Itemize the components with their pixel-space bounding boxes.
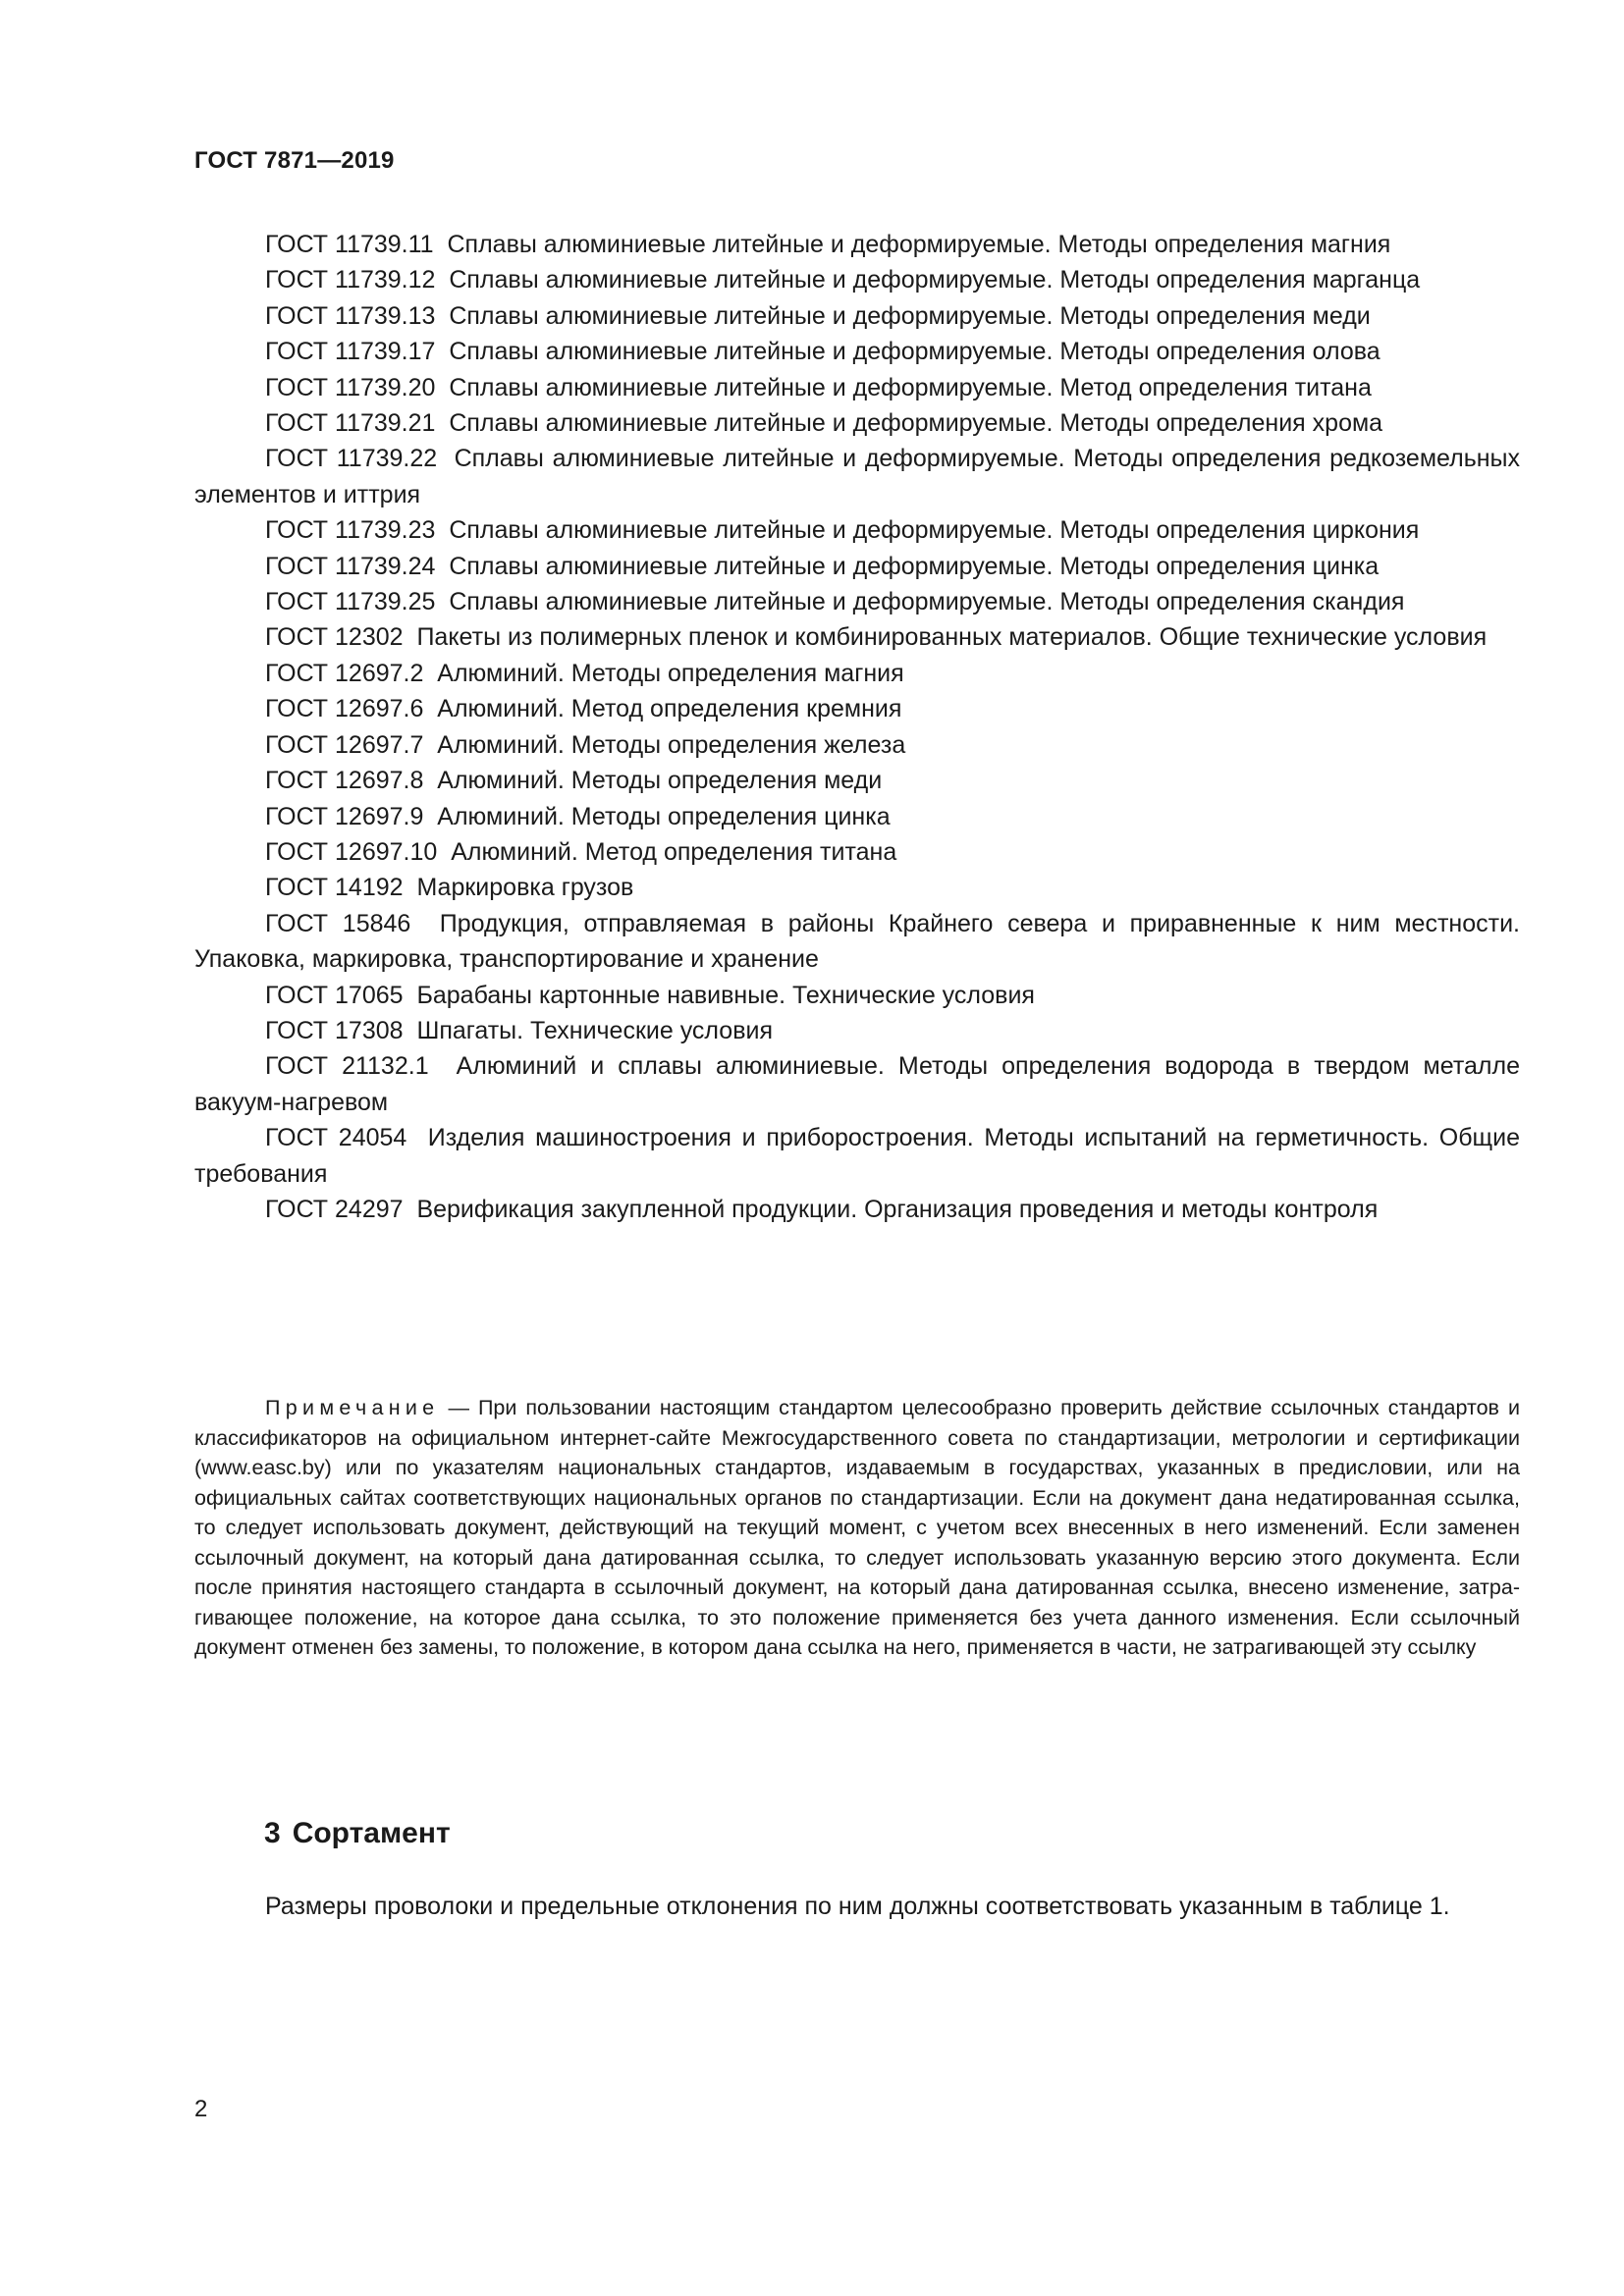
reference-title: Сплавы алюминиевые литейные и деформируемые. Методы определения марганца <box>449 266 1421 294</box>
reference-code: ГОСТ 11739.13 <box>265 301 436 330</box>
reference-item <box>194 441 1520 512</box>
reference-code: ГОСТ 17065 <box>265 981 404 1009</box>
reference-code: ГОСТ 11739.21 <box>265 409 436 438</box>
reference-code: ГОСТ 21132.1 <box>265 1052 429 1081</box>
reference-item <box>194 691 1520 726</box>
reference-item <box>194 727 1520 763</box>
page-number: 2 <box>194 2096 208 2122</box>
reference-code: ГОСТ 11739.17 <box>265 338 436 366</box>
reference-item <box>194 334 1520 369</box>
reference-title: Сплавы алюминиевые литейные и деформируемые. Методы определения редкоземельных элементов и иттрия <box>194 445 1520 508</box>
reference-item <box>194 1120 1520 1192</box>
references-note <box>194 1393 1520 1663</box>
reference-code: ГОСТ 11739.20 <box>265 373 436 401</box>
reference-code: ГОСТ 11739.24 <box>265 552 436 580</box>
reference-item <box>194 298 1520 334</box>
reference-title: Изделия машиностроения и приборостроения. Методы испытаний на герметичность. Общие требования <box>194 1124 1520 1188</box>
reference-item <box>194 1048 1520 1120</box>
reference-title: Сплавы алюминиевые литейные и деформируемые. Метод определения титана <box>449 373 1372 401</box>
reference-code: ГОСТ 12302 <box>265 623 404 652</box>
reference-item <box>194 262 1520 297</box>
section-number: 3 <box>264 1817 281 1849</box>
reference-code: ГОСТ 12697.7 <box>265 730 424 759</box>
reference-title: Алюминий. Метод определения титана <box>451 837 897 866</box>
reference-item <box>194 656 1520 691</box>
reference-item <box>194 405 1520 441</box>
reference-code: ГОСТ 11739.11 <box>265 231 434 258</box>
reference-title: Верификация закупленной продукции. Организация проведения и методы контроля <box>416 1195 1379 1223</box>
reference-title: Сплавы алюминиевые литейные и деформируемые. Методы определения цинка <box>449 552 1380 580</box>
reference-item <box>194 870 1520 905</box>
normative-references-list <box>194 227 1520 1227</box>
document-designation: ГОСТ 7871—2019 <box>194 147 395 174</box>
reference-code: ГОСТ 24297 <box>265 1195 404 1223</box>
reference-title: Сплавы алюминиевые литейные и деформируемые. Методы определения хрома <box>449 409 1383 438</box>
reference-title: Алюминий. Методы определения магния <box>437 659 904 687</box>
reference-item <box>194 763 1520 798</box>
reference-code: ГОСТ 12697.6 <box>265 695 424 723</box>
reference-title: Сплавы алюминиевые литейные и деформируемые. Методы определения меди <box>449 301 1371 330</box>
reference-title: Сплавы алюминиевые литейные и деформируемые. Методы определения магния <box>447 231 1391 258</box>
section-heading <box>264 1817 451 1850</box>
reference-title: Пакеты из полимерных пленок и комбинированных материалов. Общие технические условия <box>416 623 1488 652</box>
reference-title: Алюминий. Метод определения кремния <box>437 695 902 723</box>
reference-item <box>194 512 1520 548</box>
reference-code: ГОСТ 24054 <box>265 1124 407 1152</box>
reference-title: Алюминий. Методы определения цинка <box>437 802 891 830</box>
reference-title: Алюминий. Методы определения железа <box>437 730 906 759</box>
note-label: Примечание <box>265 1396 440 1419</box>
reference-title: Сплавы алюминиевые литейные и деформируемые. Методы определения олова <box>449 338 1380 366</box>
reference-item <box>194 799 1520 834</box>
reference-item <box>194 906 1520 978</box>
reference-item <box>194 584 1520 619</box>
reference-code: ГОСТ 12697.10 <box>265 837 438 866</box>
reference-title: Алюминий. Методы определения меди <box>437 767 883 795</box>
reference-code: ГОСТ 15846 <box>265 909 411 937</box>
reference-item <box>194 834 1520 870</box>
reference-code: ГОСТ 11739.25 <box>265 588 436 616</box>
reference-code: ГОСТ 14192 <box>265 874 404 902</box>
reference-code: ГОСТ 11739.23 <box>265 516 436 545</box>
reference-item <box>194 1013 1520 1048</box>
reference-title: Сплавы алюминиевые литейные и деформируемые. Методы определения циркония <box>449 516 1420 545</box>
section-paragraph: Размеры проволоки и предельные отклонения по ним должны соответствовать указанным в таблице 1. <box>265 1893 1450 1920</box>
reference-item <box>194 619 1520 655</box>
reference-item <box>194 549 1520 584</box>
reference-title: Маркировка грузов <box>416 874 634 902</box>
reference-item <box>194 1192 1520 1227</box>
reference-code: ГОСТ 11739.22 <box>265 445 438 473</box>
reference-title: Барабаны картонные навивные. Технические условия <box>416 981 1035 1009</box>
reference-item <box>194 978 1520 1013</box>
note-text: При пользовании настоящим стандартом целесообразно проверить действие ссылочных стандартов и классификаторов на официальном интернет-сайте Межгосударственного совета по стандартизации, метрологии и сертификации (www.easc.by) или по указателям национальных стандартов, издаваемым в государствах, указанных в предисловии, или на официальных сайтах соответствующих национальных органов по стандартизации. Если на документ дана недатированная ссылка, то следует использовать документ, действующий на текущий момент, с учетом всех внесенных в него изменений. Если заменен ссылочный документ, на который дана датированная ссылка, то следует использовать указанную версию этого документа. Если после принятия настоящего стандарта в ссылочный документ, на который дана датированная ссылка, внесено изменение, затрагивающее положение, на которое дана ссылка, то это положение применяется без учета данного изменения. Если ссылочный документ отменен без замены, то положение, в котором дана ссылка на него, применяется в части, не затрагивающей эту ссылку <box>194 1396 1520 1659</box>
reference-code: ГОСТ 12697.8 <box>265 767 424 795</box>
reference-code: ГОСТ 12697.2 <box>265 659 424 687</box>
reference-title: Алюминий и сплавы алюминиевые. Методы определения водорода в твердом металле вакуум-нагревом <box>194 1052 1520 1116</box>
note-dash: — <box>439 1396 478 1419</box>
reference-code: ГОСТ 12697.9 <box>265 802 424 830</box>
section-title: Сортамент <box>292 1817 451 1849</box>
reference-title: Продукция, отправляемая в районы Крайнего севера и приравненные к ним местности. Упаковка, маркировка, транспортирование и хранение <box>194 909 1520 974</box>
reference-item <box>194 227 1520 262</box>
reference-item <box>194 370 1520 405</box>
reference-code: ГОСТ 17308 <box>265 1016 404 1044</box>
reference-title: Шпагаты. Технические условия <box>416 1016 773 1044</box>
reference-code: ГОСТ 11739.12 <box>265 266 436 294</box>
reference-title: Сплавы алюминиевые литейные и деформируемые. Методы определения скандия <box>449 588 1405 616</box>
